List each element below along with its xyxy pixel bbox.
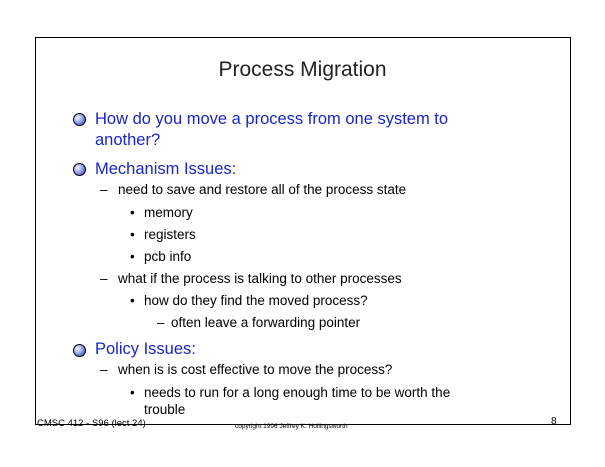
- item-run-time-line1: needs to run for a long enough time to be worth the: [144, 385, 451, 400]
- footer-copyright: copyright 1996 Jeffrey K. Hollingsworth: [235, 423, 348, 430]
- footer-page-number: 8: [551, 416, 557, 427]
- dash-marker: –: [100, 182, 108, 197]
- item-registers: registers: [144, 227, 196, 242]
- bullet-dot-icon: [73, 113, 86, 126]
- bullet-small-marker: •: [130, 227, 135, 242]
- bullet-move-process-line1: How do you move a process from one system to: [95, 110, 449, 128]
- bullet-mechanism-issues: Mechanism Issues:: [95, 160, 237, 178]
- sub-cost-effective: when is is cost effective to move the process?: [118, 362, 393, 377]
- sub-save-restore: need to save and restore all of the process state: [118, 182, 407, 197]
- dash-marker: –: [100, 362, 108, 377]
- bullet-small-marker: •: [130, 293, 135, 308]
- item-pcb-info: pcb info: [144, 249, 192, 264]
- bullet-dot-icon: [73, 344, 86, 357]
- item-memory: memory: [144, 205, 193, 220]
- slide-title: Process Migration: [218, 58, 387, 81]
- bullet-small-marker: •: [130, 249, 135, 264]
- bullet-dot-icon: [73, 163, 86, 176]
- sub-talking: what if the process is talking to other processes: [118, 271, 402, 286]
- bullet-policy-issues: Policy Issues:: [95, 340, 196, 358]
- item-run-time-line2: trouble: [144, 402, 186, 417]
- footer-course: CMSC 412 - S96 (lect 24): [37, 418, 146, 429]
- dash-marker: –: [157, 315, 165, 330]
- bullet-move-process-line2: another?: [95, 131, 161, 149]
- item-forwarding-pointer: often leave a forwarding pointer: [171, 315, 361, 330]
- item-find-moved: how do they find the moved process?: [144, 293, 368, 308]
- dash-marker: –: [100, 271, 108, 286]
- bullet-small-marker: •: [130, 385, 135, 400]
- bullet-small-marker: •: [130, 205, 135, 220]
